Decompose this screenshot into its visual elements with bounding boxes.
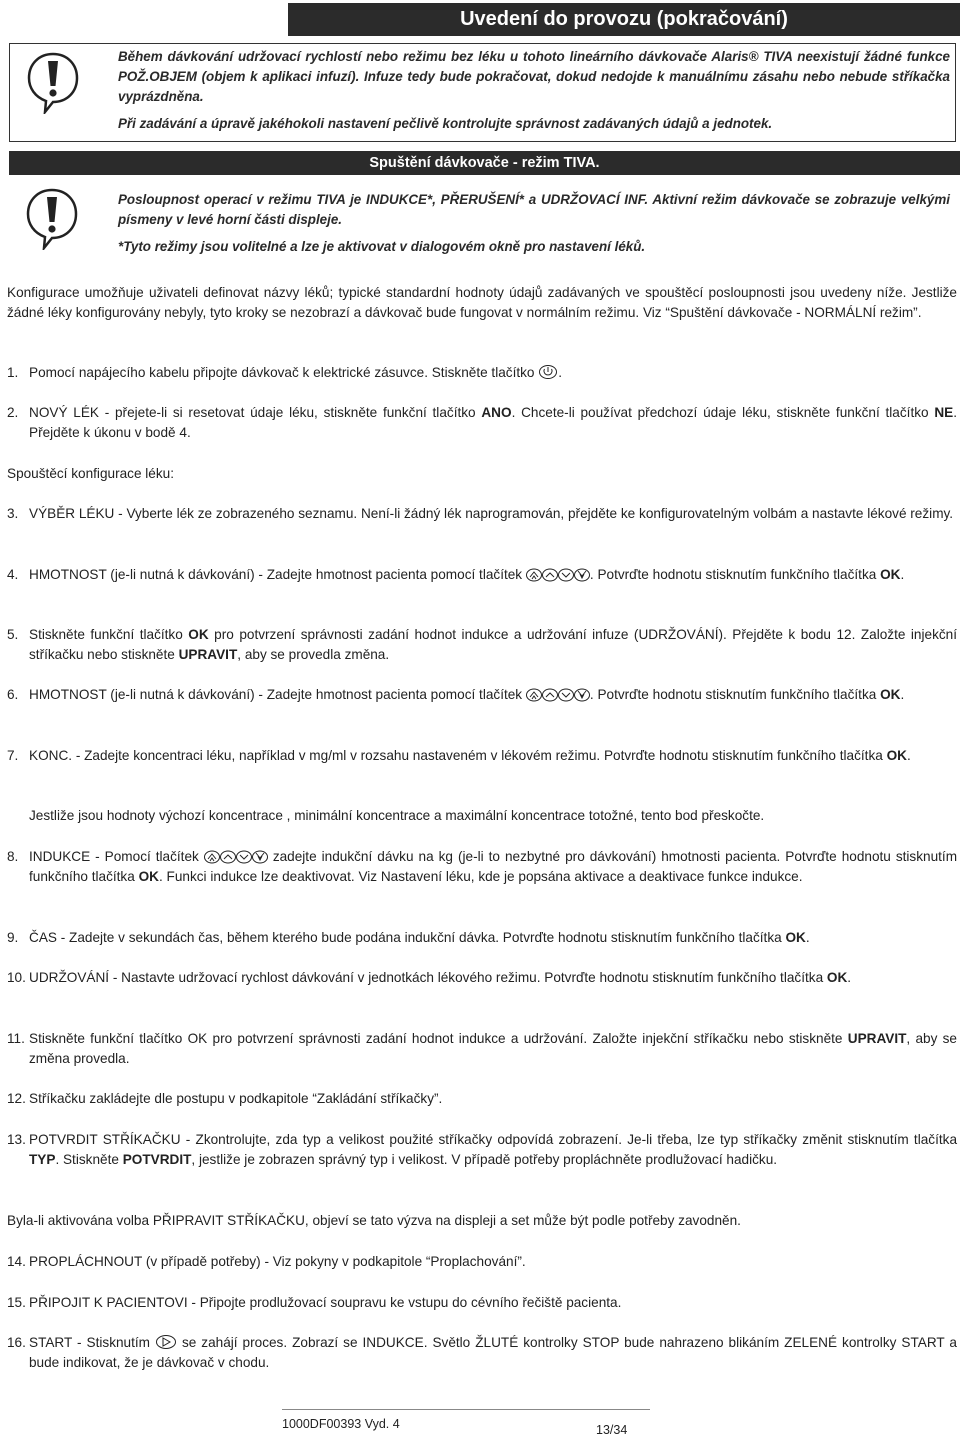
step-10: 10. UDRŽOVÁNÍ - Nastavte udržovací rychlost dávkování v jednotkách lékového režimu. Potvrďte hodnotu stisknutím funkčního tlačítka OK. <box>7 970 852 985</box>
step-4: 4. HMOTNOST (je-li nutná k dávkování) - Zadejte hmotnost pacienta pomocí tlačítek . Potvrďte hodnotu stisknutím funkčního tlačítka OK. <box>7 567 905 582</box>
step-1: 1. Pomocí napájecího kabelu připojte dávkovač k elektrické zásuvce. Stiskněte tlačítko . <box>7 365 563 380</box>
prime-paragraph: Byla-li aktivována volba PŘIPRAVIT STŘÍKAČKU, objeví se tato výzva na displeji a set může být podle potřeby zavodněn. <box>7 1213 741 1228</box>
exclamation-warning-icon <box>27 52 79 114</box>
step-13: 13. POTVRDIT STŘÍKAČKU - Zkontrolujte, zda typ a velikost použité stříkačky odpovídá zobrazení. Je-li třeba, lze typ stříkačky změnit stisknutím tlačítka TYP. Stiskněte POTVRDIT, jestliže je zobrazen správný typ i velikost. V případě potřeby propláchněte prodlužovací hadičku. <box>7 1132 957 1167</box>
step-6: 6. HMOTNOST (je-li nutná k dávkování) - Zadejte hmotnost pacienta pomocí tlačítek . Potvrďte hodnotu stisknutím funkčního tlačítka OK. <box>7 687 905 702</box>
power-button-icon <box>538 364 558 380</box>
step-12: 12. Stříkačku zakládejte dle postupu v podkapitole “Zakládání stříkačky”. <box>7 1091 443 1106</box>
section-title: Spuštění dávkovače - režim TIVA. <box>9 151 960 175</box>
config-heading: Spouštěcí konfigurace léku: <box>7 466 175 481</box>
arrow-keys-icon <box>526 568 590 582</box>
step-2: 2. NOVÝ LÉK - přejete-li si resetovat údaje léku, stiskněte funkční tlačítko ANO. Chcete-li používat předchozí údaje léku, stiskněte funkční tlačítko NE. Přejděte k úkonu v bodě 4. <box>7 405 957 440</box>
step-15: 15. PŘIPOJIT K PACIENTOVI - Připojte prodlužovací soupravu ke vstupu do cévního řečiště pacienta. <box>7 1295 622 1310</box>
warning-text-2: Při zadávání a úpravě jakéhokoli nastavení pečlivě kontrolujte správnost zadávaných údajů a jednotek. <box>118 116 773 131</box>
page-number: 13/34 <box>596 1423 628 1437</box>
step-7: 7. KONC. - Zadejte koncentraci léku, například v mg/ml v rozsahu nastaveném v lékovém režimu. Potvrďte hodnotu stisknutím funkčního tlačítka OK. <box>7 748 911 763</box>
start-button-icon <box>155 1334 177 1350</box>
step-16: 16. START - Stisknutím se zahájí proces. Zobrazí se INDUKCE. Světlo ŽLUTÉ kontrolky STOP bude nahrazeno blikáním ZELENÉ kontrolky START a bude indikovat, že je dávkovač v chodu. <box>7 1335 957 1370</box>
warning2-text-2: *Tyto režimy jsou volitelné a lze je aktivovat v dialogovém okně pro nastavení léků. <box>118 239 646 254</box>
exclamation-warning-icon <box>26 188 78 250</box>
step-9: 9. ČAS - Zadejte v sekundách čas, během kterého bude podána indukční dávka. Potvrďte hodnotu stisknutím funkčního tlačítka OK. <box>7 930 810 945</box>
document-number: 1000DF00393 Vyd. 4 <box>282 1417 400 1431</box>
warning-box <box>9 43 956 142</box>
intro-paragraph: Konfigurace umožňuje uživateli definovat názvy léků; typické standardní hodnoty údajů zadávaných ve spouštěcí posloupnosti jsou uvedeny níže. Jestliže žádné léky konfigurovány nebyly, tyto kroky se nezobrazí a dávkovač bude fungovat v normálním režimu. Viz “Spuštění dávkovače - NORMÁLNÍ režim”. <box>7 285 957 320</box>
arrow-keys-icon <box>526 688 590 702</box>
warning-text-1: Během dávkování udržovací rychlostí nebo režimu bez léku u tohoto lineárního dávkovače Alaris® TIVA neexistují žádné funkce POŽ.OBJEM (objem k aplikaci infuzí). Infuze tedy bude pokračovat, dokud nedojde k manuálnímu zásahu nebo nebude stříkačka vyprázdněna. <box>118 49 950 104</box>
footer-divider <box>282 1409 650 1410</box>
step-11: 11. Stiskněte funkční tlačítko OK pro potvrzení správnosti zadání hodnot indukce a udržování. Založte injekční stříkačku nebo stiskněte UPRAVIT, aby se změna provedla. <box>7 1031 957 1066</box>
step-5: 5. Stiskněte funkční tlačítko OK pro potvrzení správnosti zadání hodnot indukce a udržování infuze (UDRŽOVÁNÍ). Přejděte k bodu 12. Založte injekční stříkačku nebo stiskněte UPRAVIT, aby se provedla změna. <box>7 627 957 662</box>
arrow-keys-icon <box>204 850 268 864</box>
warning2-text-1: Posloupnost operací v režimu TIVA je INDUKCE*, PŘERUŠENÍ* a UDRŽOVACÍ INF. Aktivní režim dávkovače se zobrazuje velkými písmeny v levé horní části displeje. <box>118 192 950 227</box>
step-8: 8. INDUKCE - Pomocí tlačítek zadejte indukční dávku na kg (je-li to nezbytné pro dávkování) hmotnosti pacienta. Potvrďte hodnotu stisknutím funkčního tlačítka OK. Funkci indukce lze deaktivovat. Viz Nastavení léku, kde je popsána aktivace a deaktivace funkce indukce. <box>7 849 958 884</box>
step-7-note: Jestliže jsou hodnoty výchozí koncentrace , minimální koncentrace a maximální koncentrace totožné, tento bod přeskočte. <box>29 808 765 823</box>
page-title: Uvedení do provozu (pokračování) <box>288 3 960 36</box>
step-14: 14. PROPLÁCHNOUT (v případě potřeby) - Viz pokyny v podkapitole “Proplachování”. <box>7 1254 526 1269</box>
step-3: 3. VÝBĚR LÉKU - Vyberte lék ze zobrazeného seznamu. Není-li žádný lék naprogramován, přejděte ke konfigurovatelným volbám a nastavte lékové režimy. <box>7 506 954 521</box>
